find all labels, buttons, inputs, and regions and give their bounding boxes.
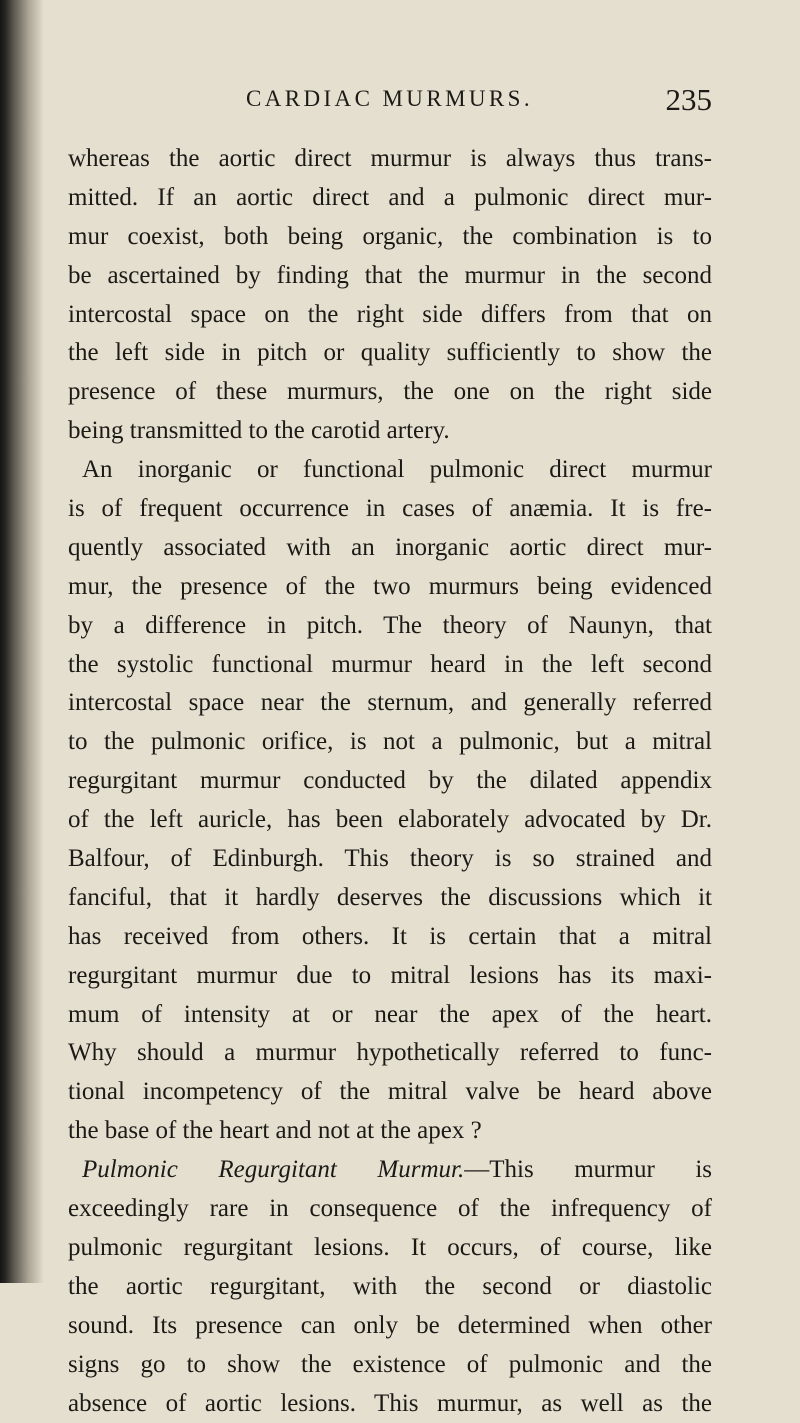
- text-line: sound. Its presence can only be determined when other: [68, 1307, 712, 1346]
- text-line: the systolic functional murmur heard in the left second: [68, 646, 712, 685]
- text-line: the left side in pitch or quality sufficiently to show the: [68, 334, 712, 373]
- text-line: be ascertained by finding that the murmur in the second: [68, 257, 712, 296]
- text-line: Why should a murmur hypothetically referred to func-: [68, 1034, 712, 1073]
- text-line: fanciful, that it hardly deserves the discussions which it: [68, 879, 712, 918]
- running-head: [70, 84, 712, 124]
- text-line: the base of the heart and not at the apex ?: [68, 1112, 712, 1151]
- text-line: Balfour, of Edinburgh. This theory is so strained and: [68, 840, 712, 879]
- text-line: mitted. If an aortic direct and a pulmonic direct mur-: [68, 179, 712, 218]
- text-line: regurgitant murmur conducted by the dilated appendix: [68, 762, 712, 801]
- text-line: intercostal space near the sternum, and generally referred: [68, 684, 712, 723]
- text-line: An inorganic or functional pulmonic direct murmur: [68, 451, 712, 490]
- text-line: mur, the presence of the two murmurs being evidenced: [68, 568, 712, 607]
- section-heading-line: [68, 1151, 712, 1190]
- text-line: signs go to show the existence of pulmonic and the: [68, 1346, 712, 1385]
- text-line: whereas the aortic direct murmur is always thus trans-: [68, 140, 712, 179]
- text-line: has received from others. It is certain that a mitral: [68, 918, 712, 957]
- section-heading: Pulmonic Regurgitant Murmur.: [82, 1156, 464, 1183]
- text-line: is of frequent occurrence in cases of anæmia. It is fre-: [68, 490, 712, 529]
- text-line: to the pulmonic orifice, is not a pulmonic, but a mitral: [68, 723, 712, 762]
- running-title: CARDIAC MURMURS.: [246, 86, 533, 112]
- text-line: tional incompetency of the mitral valve be heard above: [68, 1073, 712, 1112]
- text-line: regurgitant murmur due to mitral lesions has its maxi-: [68, 957, 712, 996]
- text-line: mur coexist, both being organic, the combination is to: [68, 218, 712, 257]
- section-heading-continuation: —This murmur is: [464, 1156, 712, 1183]
- text-line: exceedingly rare in consequence of the infrequency of: [68, 1190, 712, 1229]
- text-line: being transmitted to the carotid artery.: [68, 412, 712, 451]
- text-line: pulmonic regurgitant lesions. It occurs, of course, like: [68, 1229, 712, 1268]
- text-line: by a difference in pitch. The theory of Naunyn, that: [68, 607, 712, 646]
- text-line: presence of these murmurs, the one on the right side: [68, 373, 712, 412]
- text-line: mum of intensity at or near the apex of the heart.: [68, 996, 712, 1035]
- text-line: absence of aortic lesions. This murmur, as well as the: [68, 1385, 712, 1423]
- body-text: [68, 140, 712, 1423]
- text-line: intercostal space on the right side differs from that on: [68, 296, 712, 335]
- text-line: of the left auricle, has been elaborately advocated by Dr.: [68, 801, 712, 840]
- text-line: quently associated with an inorganic aortic direct mur-: [68, 529, 712, 568]
- page-number: 235: [666, 82, 713, 118]
- text-line: the aortic regurgitant, with the second or diastolic: [68, 1268, 712, 1307]
